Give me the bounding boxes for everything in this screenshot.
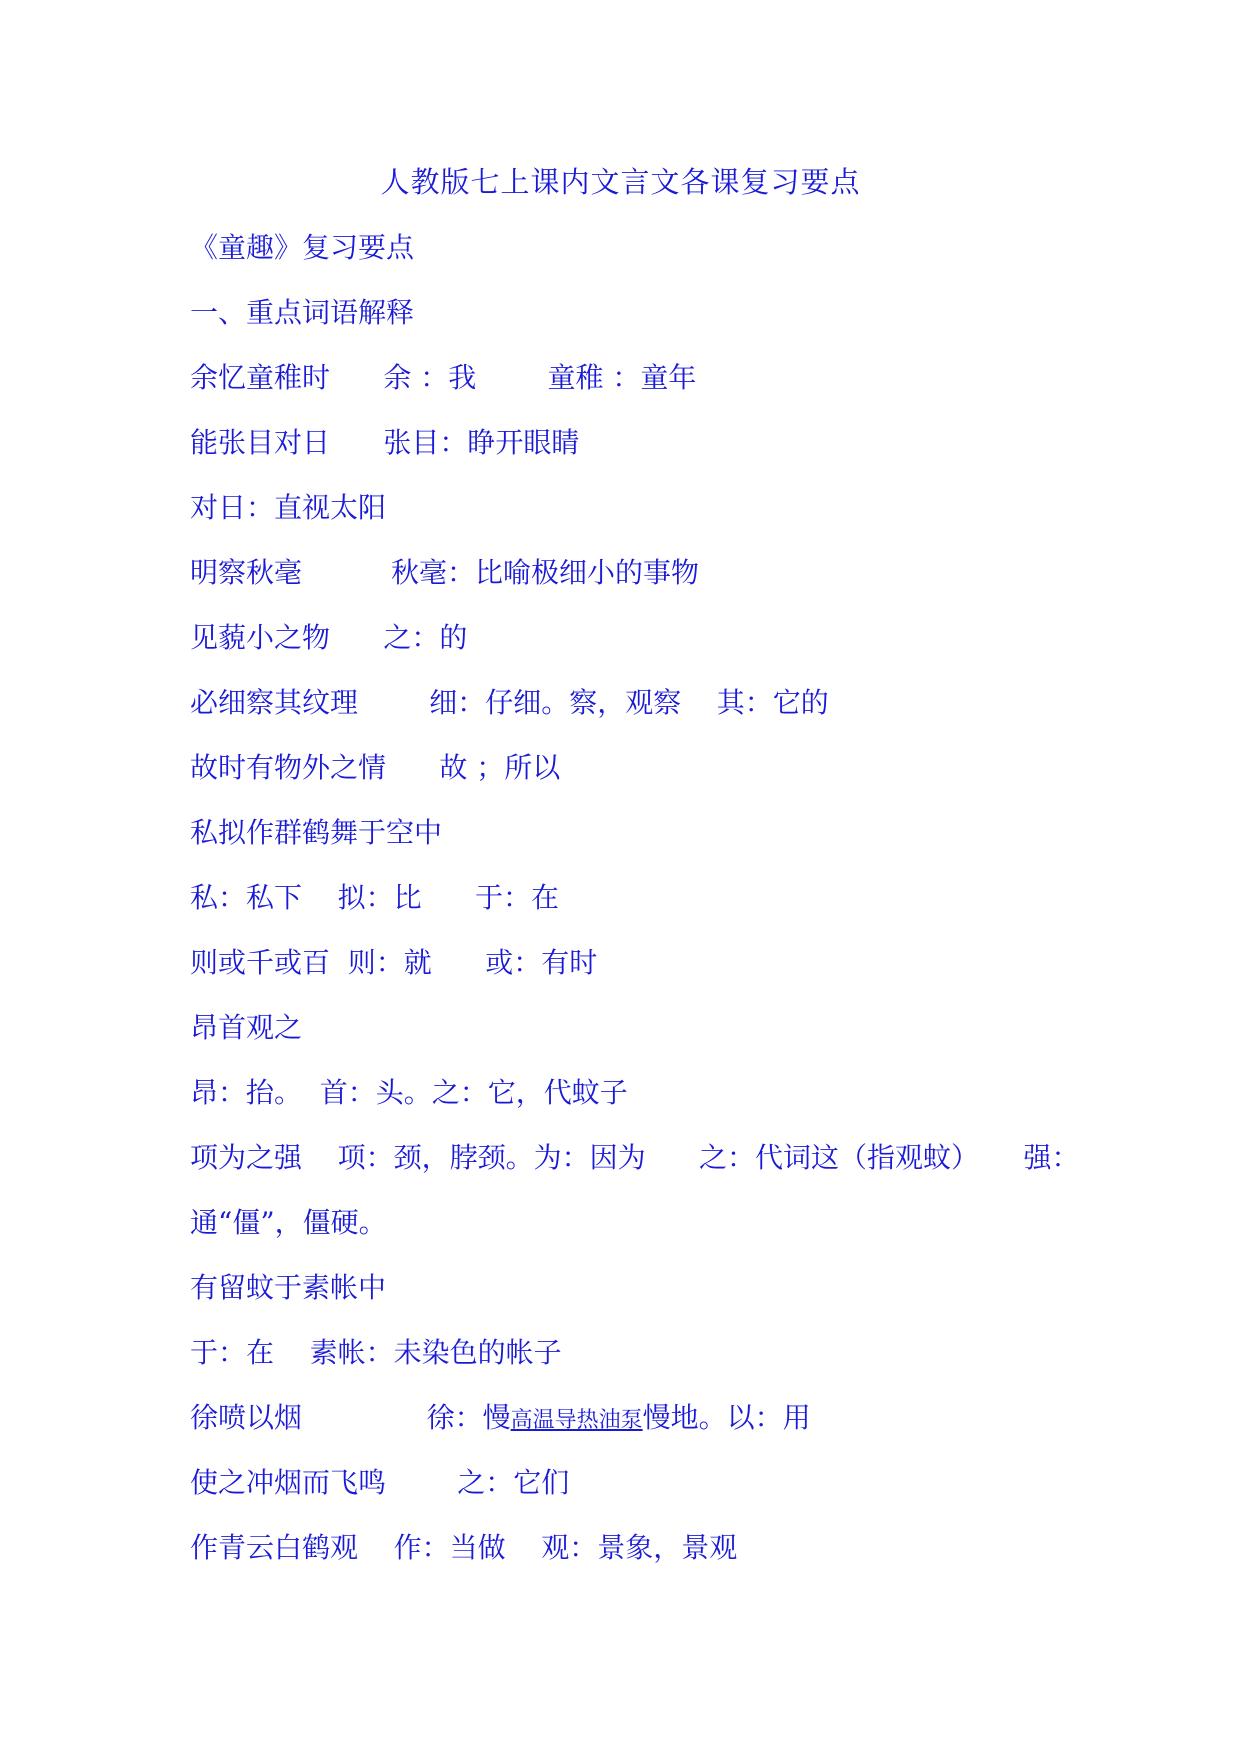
- text-line: 对日：直视太阳: [190, 491, 387, 524]
- document-title: 人教版七上课内文言文各课复习要点: [380, 165, 861, 199]
- text-line: 见藐小之物 之：的: [190, 621, 468, 654]
- text-line: 昂：抬。 首：头。之：它，代蚊子: [190, 1076, 628, 1109]
- text-line: 私：私下 拟：比 于：在: [190, 881, 560, 914]
- text-line: 明察秋毫 秋毫：比喻极细小的事物: [190, 556, 700, 589]
- text-line: 通“僵”，僵硬。: [190, 1206, 387, 1239]
- subsection-heading: 一、重点词语解释: [190, 296, 415, 329]
- text-line: 使之冲烟而飞鸣 之：它们: [190, 1466, 570, 1499]
- inline-link[interactable]: 高温导热油泵: [510, 1408, 643, 1433]
- text-line: 有留蚊于素帐中: [190, 1271, 387, 1304]
- text-line: 项为之强 项：颈，脖颈。为：因为 之：代词这（指观蚊） 强：: [190, 1141, 1080, 1174]
- text-line: 能张目对日 张目：睁开眼睛: [190, 426, 580, 459]
- text-line: 故时有物外之情 故 ；所以: [190, 751, 561, 784]
- document-body: [190, 228, 1090, 1593]
- text-line: 余忆童稚时 余 ：我 童稚 ：童年: [190, 361, 697, 394]
- text-line: 作青云白鹤观 作：当做 观：景象，景观: [190, 1531, 738, 1564]
- text-line: 私拟作群鹤舞于空中: [190, 816, 443, 849]
- text-line-with-link: [190, 1398, 1090, 1463]
- text-segment: 慢地。以：用: [642, 1401, 811, 1434]
- section-heading: 《童趣》复习要点: [190, 231, 415, 264]
- text-line: 则或千或百 则：就 或：有时: [190, 946, 598, 979]
- text-line: 昂首观之: [190, 1011, 303, 1044]
- text-line: 必细察其纹理 细：仔细。察，观察 其：它的: [190, 686, 829, 719]
- text-segment: 徐喷以烟 徐：慢: [190, 1401, 511, 1434]
- text-line: 于：在 素帐：未染色的帐子: [190, 1336, 562, 1369]
